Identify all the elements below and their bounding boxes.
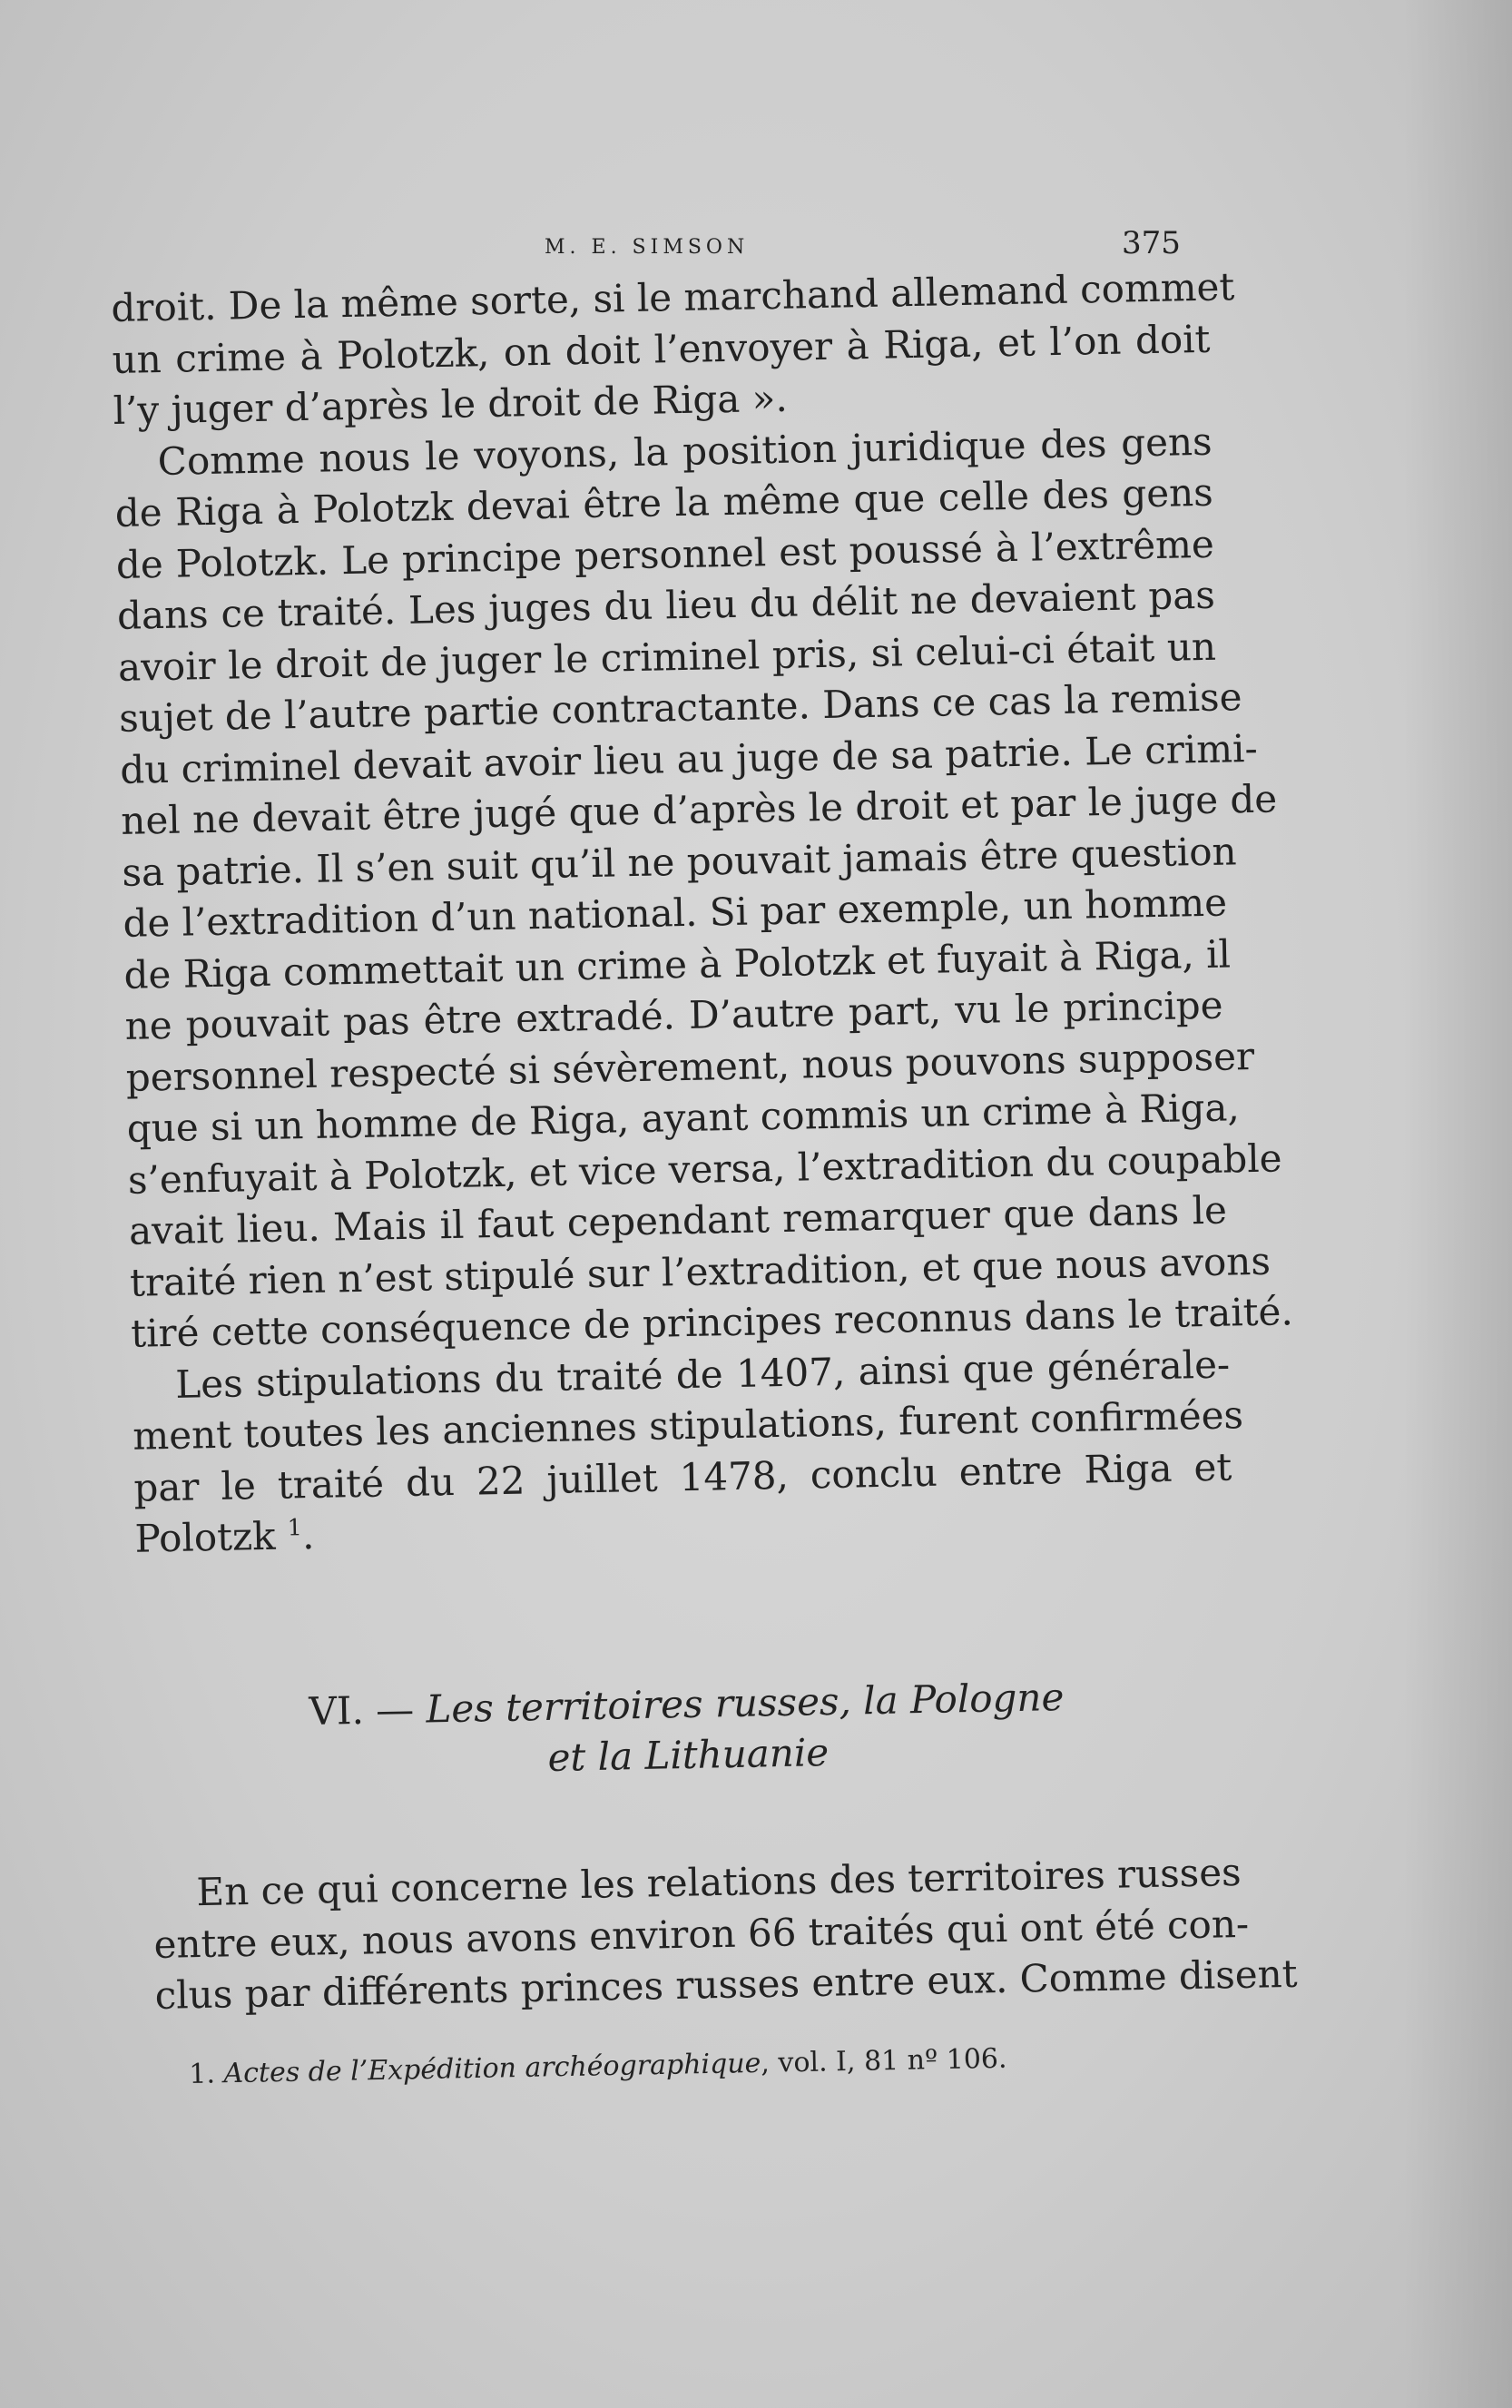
text-line: de l’extradition d’un national. Si par exemple, un homme [123, 880, 1228, 946]
text-line: En ce qui concerne les relations des territoires russes [196, 1849, 1242, 1915]
footnote-title: Actes de l’Expédition archéographique [223, 2047, 761, 2090]
text-line: de Riga à Polotzk devai être la même que celle des gens [114, 469, 1214, 536]
text-line: traité rien n’est stipulé sur l’extradition, et que nous avons [129, 1238, 1271, 1305]
text-line: avoir le droit de juger le criminel pris, si celui-ci était un [117, 624, 1217, 690]
text-line: dans ce traité. Les juges du lieu du délit ne devaient pas [116, 572, 1216, 638]
running-title: M. E. SIMSON [545, 236, 750, 259]
section-number: VI. — [309, 1686, 415, 1734]
text-line: entre eux, nous avons environ 66 traités qui ont été con- [153, 1901, 1250, 1967]
footnote-marker: 1. [189, 2058, 216, 2090]
page-shadow [1403, 0, 1512, 2408]
text-line: Comme nous le voyons, la position juridique des gens [157, 418, 1213, 484]
text-line: l’y juger d’après le droit de Riga ». [113, 375, 789, 433]
text-line: droit. De la même sorte, si le marchand allemand commet [111, 264, 1235, 330]
text-line: que si un homme de Riga, ayant commis un crime à Riga, [126, 1085, 1241, 1151]
text-line: sujet de l’autre partie contractante. Dans ce cas la remise [118, 674, 1242, 741]
text-line: personnel respecté si sévèrement, nous pouvons supposer [125, 1033, 1255, 1100]
text-line: par le traité du 22 juillet 1478, conclu entre Riga et [133, 1444, 1232, 1510]
text-line: tiré cette conséquence de principes reconnus dans le traité. [130, 1289, 1294, 1356]
text-line: s’enfuyait à Polotzk, et vice versa, l’extradition du coupable [127, 1135, 1282, 1203]
main-text [111, 262, 1294, 1565]
page-number: 375 [1122, 225, 1181, 261]
text-line: de Polotzk. Le principe personnel est poussé à l’extrême [115, 521, 1215, 587]
text-fragment: Polotzk [134, 1513, 277, 1561]
section-title-part-2: et la Lithuanie [547, 1730, 830, 1780]
text-line: avait lieu. Mais il faut cependant remarquer que dans le [128, 1187, 1228, 1253]
text-line: ne pouvait pas être extradé. D’autre part, vu le principe [124, 982, 1223, 1048]
text-line: un crime à Polotzk, on doit l’envoyer à Riga, et l’on doit [112, 316, 1211, 382]
text-line: Les stipulations du traité de 1407, ainsi que générale- [174, 1342, 1231, 1407]
end-punctuation: . [301, 1512, 315, 1558]
footnote-ref: 1 [287, 1514, 303, 1541]
text-line: sa patrie. Il s’en suit qu’il ne pouvait jamais être question [121, 828, 1238, 895]
footnote-reference: , vol. I, 81 nº 106. [761, 2042, 1007, 2079]
text-line: clus par différents princes russes entre eux. Comme disent [154, 1951, 1298, 2018]
text-line: du criminel devait avoir lieu au juge de sa patrie. Le crimi- [119, 725, 1259, 792]
section-heading [309, 1671, 1127, 1788]
text-line: de Riga commettait un crime à Polotzk et fuyait à Riga, il [123, 930, 1232, 998]
text-line: nel ne devait être jugé que d’après le droit et par le juge de [120, 776, 1278, 843]
section-title-part-1: Les territoires russes, la Pologne [426, 1675, 1065, 1732]
text-line: ment toutes les anciennes stipulations, furent confirmées [132, 1392, 1244, 1459]
footnote [189, 2041, 1096, 2090]
section-text [152, 1847, 1298, 2021]
